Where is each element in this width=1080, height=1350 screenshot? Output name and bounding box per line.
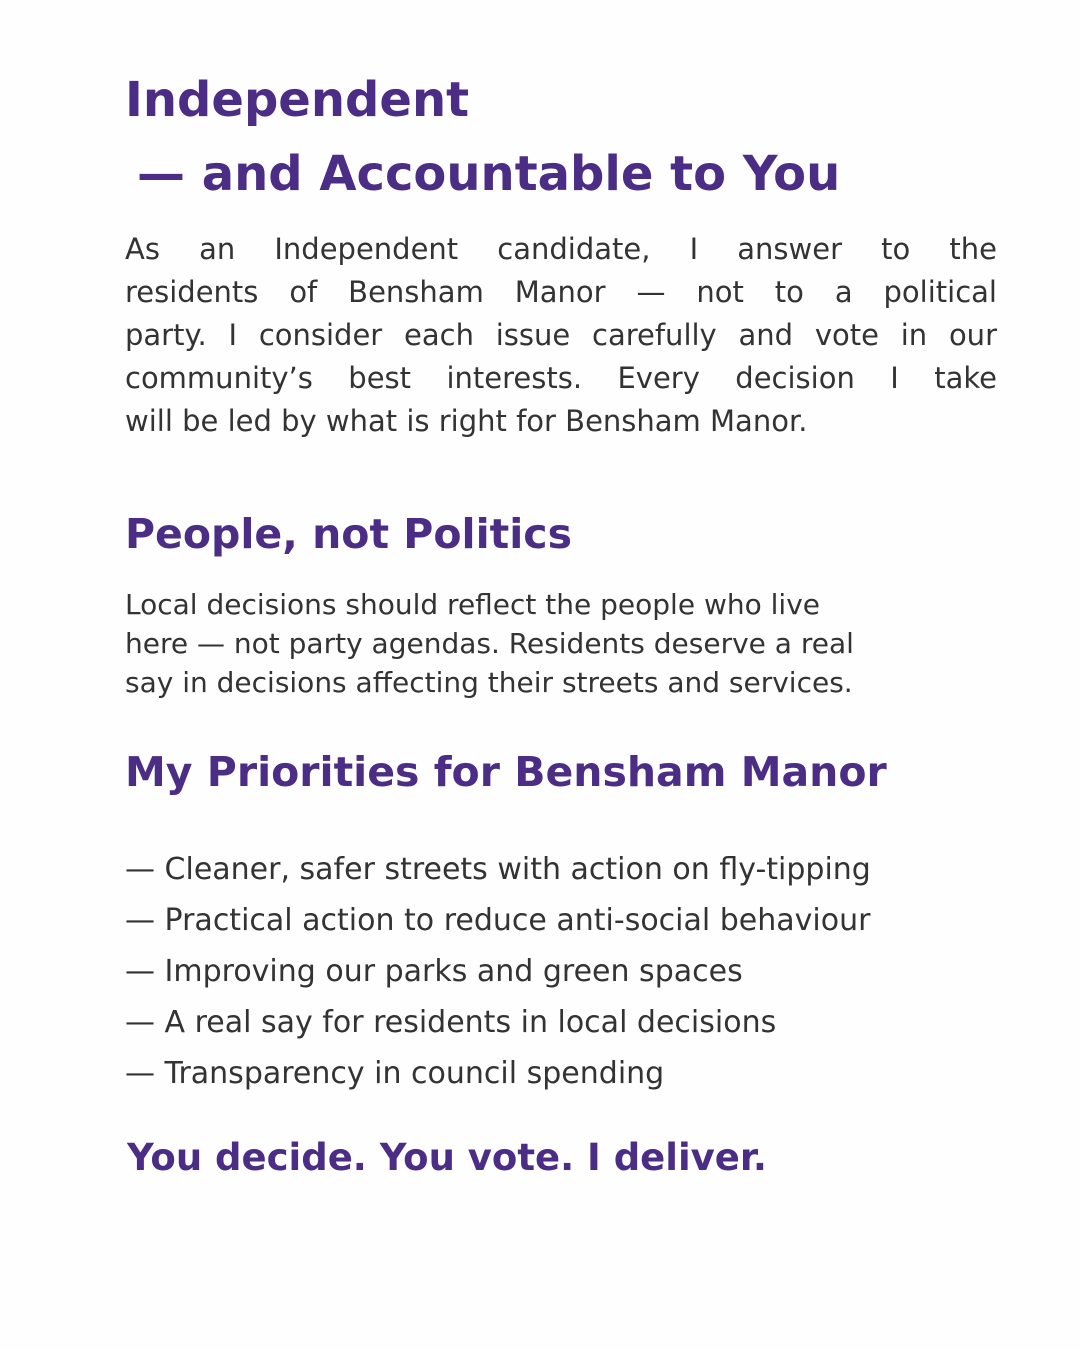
section-heading-priorities: My Priorities for Bensham Manor <box>125 748 887 796</box>
intro-paragraph <box>125 228 997 443</box>
intro-line: community’s best interests. Every decision I take <box>125 361 997 395</box>
people-line: say in decisions affecting their streets and services. <box>125 666 853 699</box>
intro-line: will be led by what is right for Bensham Manor. <box>125 404 808 438</box>
intro-line: residents of Bensham Manor — not to a political <box>125 275 997 309</box>
title-line-1: Independent <box>125 72 470 128</box>
section-heading-people: People, not Politics <box>125 510 572 558</box>
list-item: — Improving our parks and green spaces <box>125 954 743 989</box>
list-item: — Practical action to reduce anti-social behaviour <box>125 903 871 938</box>
priorities-list <box>125 844 871 1099</box>
people-line: here — not party agendas. Residents deserve a real <box>125 627 854 660</box>
intro-line: party. I consider each issue carefully and vote in our <box>125 318 997 352</box>
people-paragraph <box>125 585 854 702</box>
people-line: Local decisions should reflect the people who live <box>125 588 820 621</box>
list-item: — Cleaner, safer streets with action on fly-tipping <box>125 852 871 887</box>
list-item: — A real say for residents in local decisions <box>125 1005 777 1040</box>
intro-line: As an Independent candidate, I answer to the <box>125 232 997 266</box>
list-item: — Transparency in council spending <box>125 1056 665 1091</box>
tagline: You decide. You vote. I deliver. <box>127 1136 767 1179</box>
title-line-2: — and Accountable to You <box>137 146 841 202</box>
